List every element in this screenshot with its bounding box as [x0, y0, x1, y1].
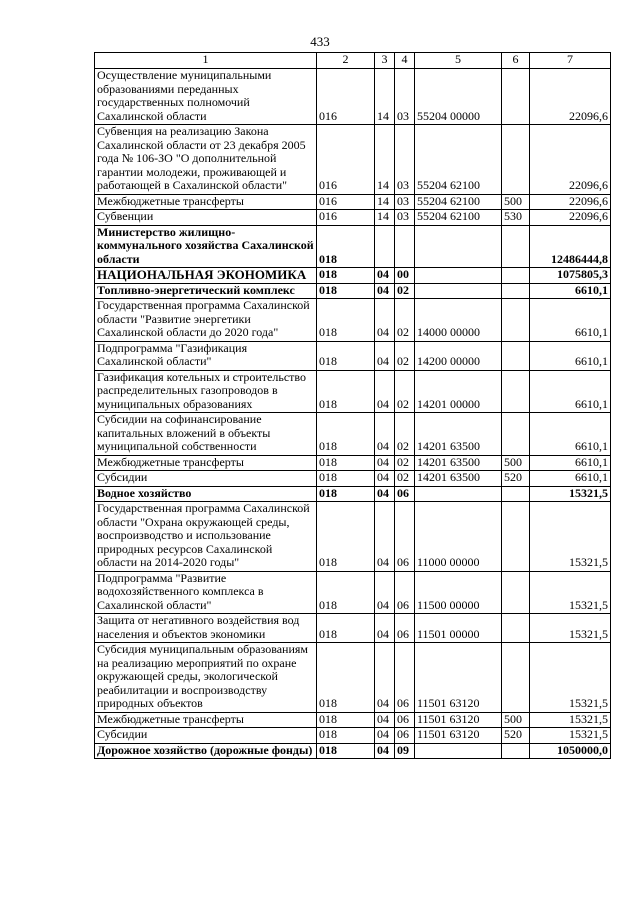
expense-type-cell: [502, 370, 530, 413]
ministry-code-cell: 018: [317, 728, 375, 744]
section-code-cell: 04: [375, 614, 395, 643]
subsection-code-cell: [395, 225, 415, 268]
target-article-cell: 14201 00000: [415, 370, 502, 413]
target-article-cell: 11501 00000: [415, 614, 502, 643]
table-row: [95, 341, 611, 370]
section-code-cell: 04: [375, 413, 395, 456]
amount-cell: 15321,5: [530, 571, 611, 614]
amount-cell: 22096,6: [530, 210, 611, 226]
target-article-cell: 55204 62100: [415, 210, 502, 226]
expense-type-cell: [502, 486, 530, 502]
ministry-code-cell: 016: [317, 69, 375, 125]
target-article-cell: 14200 00000: [415, 341, 502, 370]
table-header-row: [95, 53, 611, 69]
expense-type-cell: [502, 125, 530, 195]
section-code-cell: 04: [375, 486, 395, 502]
target-article-cell: 55204 62100: [415, 194, 502, 210]
subsection-code-cell: 02: [395, 370, 415, 413]
row-name-cell: Министерство жилищно-коммунального хозяйства Сахалинской области: [95, 225, 317, 268]
amount-cell: 22096,6: [530, 125, 611, 195]
section-code-cell: 14: [375, 69, 395, 125]
section-code-cell: 04: [375, 299, 395, 342]
row-name-cell: Субсидии: [95, 728, 317, 744]
subsection-code-cell: 02: [395, 299, 415, 342]
table-row: [95, 413, 611, 456]
page-number: 433: [310, 34, 330, 49]
target-article-cell: [415, 283, 502, 299]
subsection-code-cell: 02: [395, 455, 415, 471]
section-code-cell: 04: [375, 571, 395, 614]
expense-type-cell: [502, 268, 530, 284]
section-code-cell: 04: [375, 268, 395, 284]
target-article-cell: 11501 63120: [415, 728, 502, 744]
table-row: [95, 299, 611, 342]
ministry-code-cell: 018: [317, 283, 375, 299]
subsection-code-cell: 06: [395, 571, 415, 614]
table-row: [95, 614, 611, 643]
subsection-code-cell: 06: [395, 712, 415, 728]
ministry-code-cell: 018: [317, 370, 375, 413]
ministry-code-cell: 018: [317, 471, 375, 487]
ministry-code-cell: 018: [317, 743, 375, 759]
row-name-cell: Межбюджетные трансферты: [95, 712, 317, 728]
section-code-cell: [375, 225, 395, 268]
expense-type-cell: [502, 643, 530, 713]
column-header: 5: [415, 53, 502, 69]
subsection-code-cell: 09: [395, 743, 415, 759]
table-row: [95, 571, 611, 614]
expense-type-cell: [502, 283, 530, 299]
table-row: [95, 194, 611, 210]
expense-type-cell: [502, 69, 530, 125]
column-header: 3: [375, 53, 395, 69]
subsection-code-cell: 00: [395, 268, 415, 284]
row-name-cell: Субсидии на софинансирование капитальных вложений в объекты муниципальной собственности: [95, 413, 317, 456]
subsection-code-cell: 03: [395, 210, 415, 226]
section-code-cell: 14: [375, 125, 395, 195]
amount-cell: 1050000,0: [530, 743, 611, 759]
section-code-cell: 14: [375, 194, 395, 210]
table-row: [95, 471, 611, 487]
table-row: [95, 712, 611, 728]
table-row: [95, 69, 611, 125]
amount-cell: 22096,6: [530, 69, 611, 125]
amount-cell: 15321,5: [530, 728, 611, 744]
table-row: [95, 225, 611, 268]
expense-type-cell: [502, 743, 530, 759]
expense-type-cell: [502, 225, 530, 268]
table-row: [95, 455, 611, 471]
section-code-cell: 04: [375, 643, 395, 713]
row-name-cell: Подпрограмма "Развитие водохозяйственного комплекса в Сахалинской области": [95, 571, 317, 614]
ministry-code-cell: 018: [317, 614, 375, 643]
amount-cell: 15321,5: [530, 502, 611, 572]
table-row: [95, 643, 611, 713]
table-row: [95, 210, 611, 226]
amount-cell: 6610,1: [530, 471, 611, 487]
amount-cell: 15321,5: [530, 712, 611, 728]
target-article-cell: 55204 62100: [415, 125, 502, 195]
subsection-code-cell: 06: [395, 486, 415, 502]
target-article-cell: 11501 63120: [415, 643, 502, 713]
target-article-cell: 55204 00000: [415, 69, 502, 125]
budget-table: [94, 52, 611, 759]
subsection-code-cell: 02: [395, 413, 415, 456]
subsection-code-cell: 02: [395, 471, 415, 487]
ministry-code-cell: 016: [317, 125, 375, 195]
subsection-code-cell: 03: [395, 125, 415, 195]
row-name-cell: Межбюджетные трансферты: [95, 194, 317, 210]
section-code-cell: 04: [375, 728, 395, 744]
row-name-cell: Газификация котельных и строительство распределительных газопроводов в муниципальных образованиях: [95, 370, 317, 413]
subsection-code-cell: 06: [395, 643, 415, 713]
ministry-code-cell: 018: [317, 268, 375, 284]
row-name-cell: Субсидии: [95, 471, 317, 487]
subsection-code-cell: 06: [395, 728, 415, 744]
target-article-cell: 14000 00000: [415, 299, 502, 342]
target-article-cell: 14201 63500: [415, 471, 502, 487]
ministry-code-cell: 018: [317, 571, 375, 614]
target-article-cell: 11500 00000: [415, 571, 502, 614]
ministry-code-cell: 016: [317, 194, 375, 210]
expense-type-cell: [502, 571, 530, 614]
ministry-code-cell: 018: [317, 643, 375, 713]
section-code-cell: 04: [375, 743, 395, 759]
target-article-cell: [415, 268, 502, 284]
target-article-cell: 14201 63500: [415, 455, 502, 471]
section-code-cell: 04: [375, 455, 395, 471]
section-code-cell: 04: [375, 712, 395, 728]
subsection-code-cell: 03: [395, 194, 415, 210]
section-code-cell: 04: [375, 370, 395, 413]
table-row: [95, 370, 611, 413]
target-article-cell: [415, 486, 502, 502]
table-row: [95, 486, 611, 502]
amount-cell: 15321,5: [530, 643, 611, 713]
table-row: [95, 502, 611, 572]
amount-cell: 6610,1: [530, 341, 611, 370]
subsection-code-cell: 02: [395, 283, 415, 299]
amount-cell: 6610,1: [530, 413, 611, 456]
expense-type-cell: [502, 502, 530, 572]
expense-type-cell: 500: [502, 455, 530, 471]
table-row: [95, 728, 611, 744]
ministry-code-cell: 018: [317, 225, 375, 268]
row-name-cell: Субвенция на реализацию Закона Сахалинской области от 23 декабря 2005 года № 106-ЗО "О дополнительной гарантии молодежи, проживающей и работающей в Сахалинской области": [95, 125, 317, 195]
amount-cell: 6610,1: [530, 299, 611, 342]
row-name-cell: Дорожное хозяйство (дорожные фонды): [95, 743, 317, 759]
table-row: [95, 125, 611, 195]
ministry-code-cell: 018: [317, 486, 375, 502]
row-name-cell: НАЦИОНАЛЬНАЯ ЭКОНОМИКА: [95, 268, 317, 284]
expense-type-cell: 530: [502, 210, 530, 226]
row-name-cell: Осуществление муниципальными образованиями переданных государственных полномочий Сахалинской области: [95, 69, 317, 125]
expense-type-cell: 520: [502, 728, 530, 744]
column-header: 7: [530, 53, 611, 69]
expense-type-cell: 500: [502, 194, 530, 210]
ministry-code-cell: 018: [317, 712, 375, 728]
expense-type-cell: [502, 299, 530, 342]
column-header: 6: [502, 53, 530, 69]
target-article-cell: [415, 743, 502, 759]
subsection-code-cell: 06: [395, 614, 415, 643]
column-header: 4: [395, 53, 415, 69]
section-code-cell: 04: [375, 341, 395, 370]
ministry-code-cell: 018: [317, 413, 375, 456]
table-row: [95, 743, 611, 759]
ministry-code-cell: 018: [317, 341, 375, 370]
amount-cell: 22096,6: [530, 194, 611, 210]
column-header: 2: [317, 53, 375, 69]
subsection-code-cell: 03: [395, 69, 415, 125]
section-code-cell: 14: [375, 210, 395, 226]
target-article-cell: [415, 225, 502, 268]
section-code-cell: 04: [375, 502, 395, 572]
target-article-cell: 14201 63500: [415, 413, 502, 456]
row-name-cell: Подпрограмма "Газификация Сахалинской области": [95, 341, 317, 370]
expense-type-cell: 520: [502, 471, 530, 487]
row-name-cell: Государственная программа Сахалинской области "Развитие энергетики Сахалинской области до 2020 года": [95, 299, 317, 342]
ministry-code-cell: 018: [317, 455, 375, 471]
row-name-cell: Межбюджетные трансферты: [95, 455, 317, 471]
amount-cell: 15321,5: [530, 614, 611, 643]
section-code-cell: 04: [375, 283, 395, 299]
amount-cell: 6610,1: [530, 370, 611, 413]
ministry-code-cell: 018: [317, 502, 375, 572]
row-name-cell: Государственная программа Сахалинской области "Охрана окружающей среды, воспроизводство и использование природных ресурсов Сахалинской области на 2014-2020 годы": [95, 502, 317, 572]
amount-cell: 1075805,3: [530, 268, 611, 284]
target-article-cell: 11000 00000: [415, 502, 502, 572]
amount-cell: 15321,5: [530, 486, 611, 502]
section-code-cell: 04: [375, 471, 395, 487]
expense-type-cell: [502, 413, 530, 456]
expense-type-cell: [502, 341, 530, 370]
subsection-code-cell: 02: [395, 341, 415, 370]
ministry-code-cell: 016: [317, 210, 375, 226]
subsection-code-cell: 06: [395, 502, 415, 572]
table-row: [95, 283, 611, 299]
ministry-code-cell: 018: [317, 299, 375, 342]
row-name-cell: Топливно-энергетический комплекс: [95, 283, 317, 299]
target-article-cell: 11501 63120: [415, 712, 502, 728]
row-name-cell: Водное хозяйство: [95, 486, 317, 502]
table-row: [95, 268, 611, 284]
row-name-cell: Субвенции: [95, 210, 317, 226]
expense-type-cell: [502, 614, 530, 643]
row-name-cell: Защита от негативного воздействия вод населения и объектов экономики: [95, 614, 317, 643]
amount-cell: 12486444,8: [530, 225, 611, 268]
amount-cell: 6610,1: [530, 455, 611, 471]
expense-type-cell: 500: [502, 712, 530, 728]
column-header: 1: [95, 53, 317, 69]
amount-cell: 6610,1: [530, 283, 611, 299]
row-name-cell: Субсидия муниципальным образованиям на реализацию мероприятий по охране окружающей среды, экологической реабилитации и воспроизводству природных объектов: [95, 643, 317, 713]
